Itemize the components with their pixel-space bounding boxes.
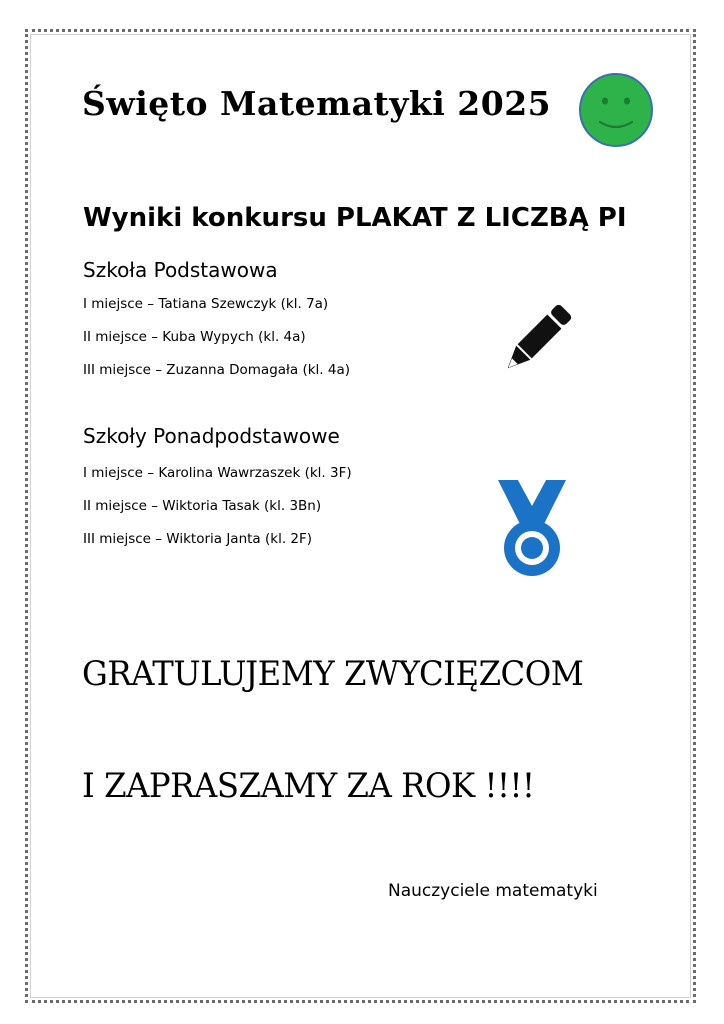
page-title: Święto Matematyki 2025 bbox=[82, 84, 552, 123]
result-item: II miejsce – Wiktoria Tasak (kl. 3Bn) bbox=[83, 498, 322, 514]
result-item: III miejsce – Zuzanna Domagała (kl. 4a) bbox=[83, 362, 350, 378]
invitation-text: I ZAPRASZAMY ZA ROK !!!! bbox=[82, 766, 535, 806]
pencil-icon bbox=[496, 300, 576, 380]
result-item: III miejsce – Wiktoria Janta (kl. 2F) bbox=[83, 531, 313, 547]
smiley-face-icon bbox=[578, 72, 654, 148]
contest-subtitle: Wyniki konkursu PLAKAT Z LICZBĄ PI bbox=[83, 203, 627, 233]
section-heading-primary: Szkoła Podstawowa bbox=[83, 258, 278, 282]
medal-icon bbox=[494, 476, 570, 578]
congratulations-text: GRATULUJEMY ZWYCIĘZCOM bbox=[82, 654, 584, 694]
result-item: I miejsce – Tatiana Szewczyk (kl. 7a) bbox=[83, 296, 329, 312]
signature: Nauczyciele matematyki bbox=[388, 881, 598, 901]
result-item: II miejsce – Kuba Wypych (kl. 4a) bbox=[83, 329, 306, 345]
page-border bbox=[25, 29, 696, 1003]
result-item: I miejsce – Karolina Wawrzaszek (kl. 3F) bbox=[83, 465, 352, 481]
section-heading-secondary: Szkoły Ponadpodstawowe bbox=[83, 424, 340, 448]
